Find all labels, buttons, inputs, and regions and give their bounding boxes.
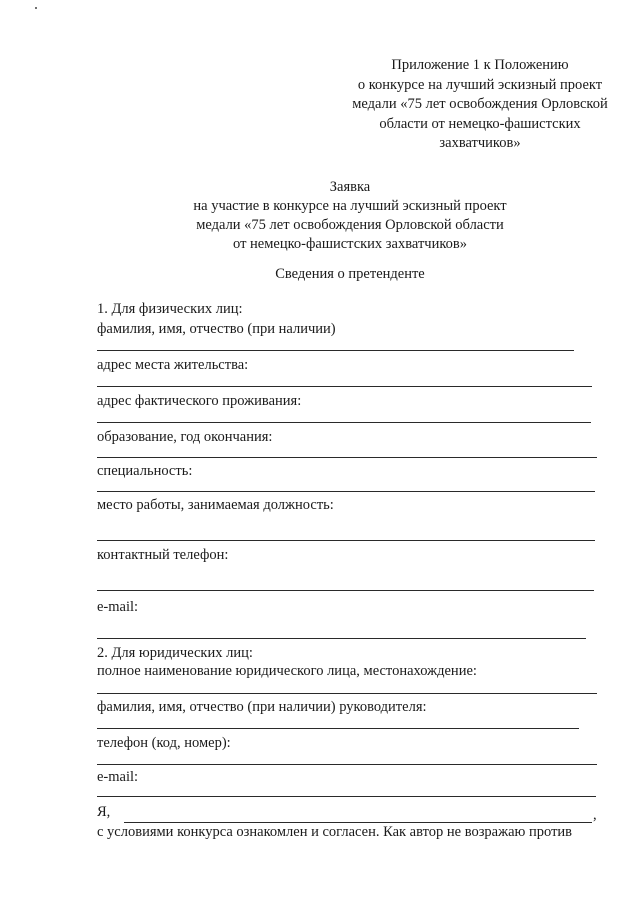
actual-address-label: адрес фактического проживания: [97,393,302,409]
full-name-label: фамилия, имя, отчество (при наличии) [97,321,336,337]
title-line: от немецко-фашистских захватчиков» [233,236,467,252]
appendix-line: о конкурсе на лучший эскизный проект [357,76,603,93]
title-line: на участие в конкурсе на лучший эскизный проект [193,198,507,214]
legal-name-field[interactable] [97,693,597,694]
document-title [100,178,600,254]
title-line: медали «75 лет освобождения Орловской области [196,217,504,233]
appendix-line: медали «75 лет освобождения Орловской [352,96,608,112]
legal-phone-label: телефон (код, номер): [97,735,231,751]
section-subheading: Сведения о претенденте [275,266,425,282]
director-label: фамилия, имя, отчество (при наличии) руководителя: [97,699,427,715]
workplace-label: место работы, занимаемая должность: [97,497,334,513]
residence-address-label: адрес места жительства: [97,357,249,373]
email-label: e-mail: [97,599,139,615]
legal-email-field[interactable] [97,796,596,797]
phone-label: контактный телефон: [97,547,229,563]
title-line: Заявка [329,179,371,195]
declaration-comma: , [593,807,597,823]
actual-address-field[interactable] [97,422,591,423]
appendix-line: области от немецко-фашистских [379,115,581,132]
phone-field[interactable] [97,590,594,591]
residence-address-field[interactable] [97,386,592,387]
education-field[interactable] [97,457,597,458]
workplace-field[interactable] [97,540,595,541]
legal-phone-field[interactable] [97,764,597,765]
specialty-label: специальность: [97,463,193,479]
declaration-prefix: Я, [97,804,111,820]
appendix-reference [330,56,630,154]
full-name-field[interactable] [97,350,574,351]
individuals-heading: 1. Для физических лиц: [97,301,243,317]
legal-name-label: полное наименование юридического лица, местонахождение: [97,663,477,679]
legal-entities-heading: 2. Для юридических лиц: [97,645,253,661]
specialty-field[interactable] [97,491,595,492]
appendix-line: Приложение 1 к Положению [391,57,569,73]
legal-email-label: e-mail: [97,769,139,785]
director-field[interactable] [97,728,579,729]
appendix-line: захватчиков» [439,135,521,151]
education-label: образование, год окончания: [97,429,273,445]
scan-speck [35,7,37,9]
email-field[interactable] [97,638,586,639]
declaration-text: с условиями конкурса ознакомлен и согласен. Как автор не возражаю против [97,824,573,840]
